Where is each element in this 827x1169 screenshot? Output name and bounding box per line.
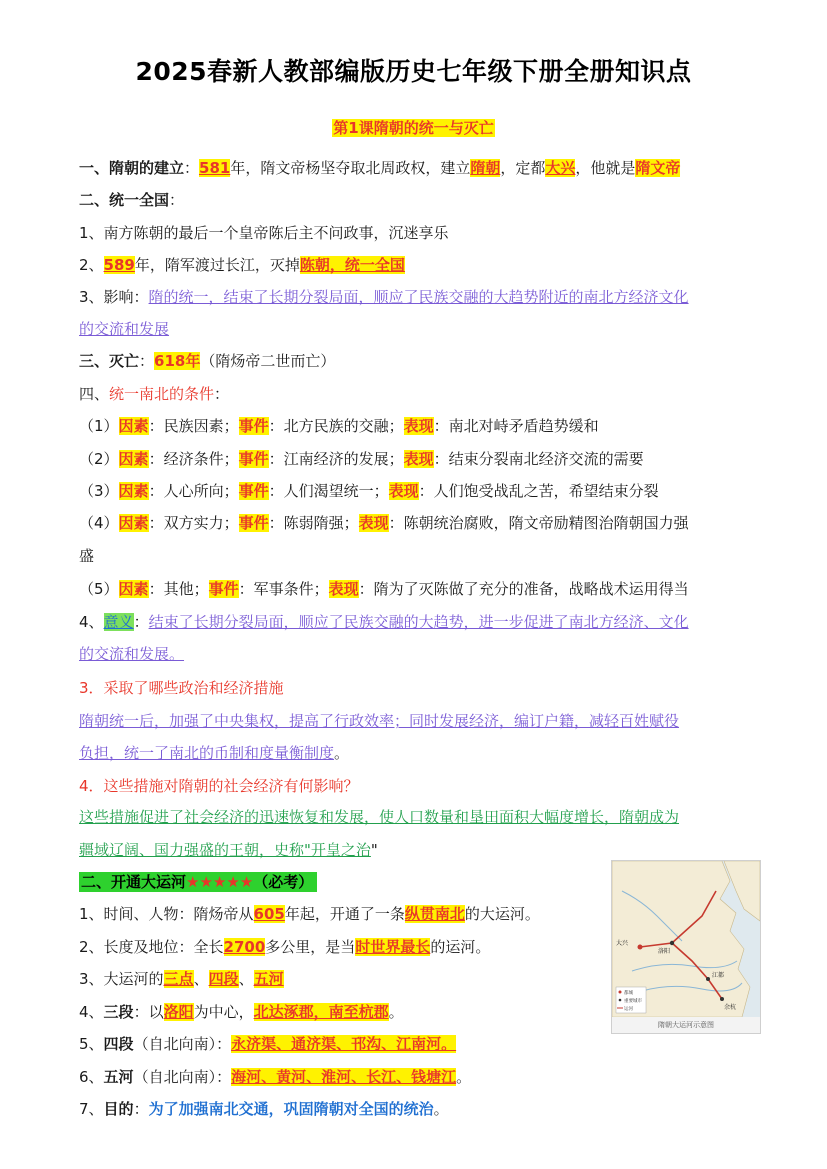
map-illustration [612, 861, 760, 1017]
question-3-title: 3．采取了哪些政治和经济措施 [79, 679, 284, 697]
map-legend-label: 运河 [624, 1007, 633, 1012]
map-legend-label: 重要城市 [624, 999, 642, 1004]
question-4-answer: 这些措施促进了社会经济的迅速恢复和发展，使人口数量和垦田面积大幅度增长，隋朝成为 [79, 808, 680, 826]
condition-row: （4）因素：双方实力；事件：陈弱隋强；表现：陈朝统治腐败，隋文帝励精图治隋朝国力强 [79, 514, 689, 532]
condition-row-wrap: 盛 [79, 547, 95, 565]
map-label: 江都 [712, 972, 725, 979]
meaning-row-cont: 的交流和发展。 [79, 645, 185, 663]
canal-item-7: 7、目的：为了加强南北交通，巩固隋朝对全国的统治。 [79, 1100, 449, 1118]
lesson-title: 第1课隋朝的统一与灭亡 [333, 119, 494, 137]
unify-item-2: 2、589年，隋军渡过长江，灭掉陈朝，统一全国 [79, 256, 405, 274]
section-unify-heading: 二、统一全国： [79, 191, 185, 209]
condition-row: （2）因素：经济条件；事件：江南经济的发展；表现：结束分裂南北经济交流的需要 [79, 450, 644, 468]
section-canal-heading: 二、开通大运河★★★★★（必考） [79, 871, 317, 893]
map-label: 大兴 [616, 940, 629, 947]
canal-item-2: 2、长度及地位：全长2700多公里，是当时世界最长的运河。 [79, 938, 491, 956]
unify-item-1: 1、南方陈朝的最后一个皇帝陈后主不问政事，沉迷享乐 [79, 224, 449, 242]
question-4-answer-cont: 疆域辽阔、国力强盛的王朝，史称"开皇之治" [79, 841, 378, 859]
unify-item-3: 3、影响：隋的统一，结束了长期分裂局面，顺应了民族交融的大趋势附近的南北方经济文化 [79, 288, 689, 306]
grand-canal-map [611, 860, 761, 1034]
canal-item-4: 4、三段：以洛阳为中心，北达涿郡，南至杭郡。 [79, 1003, 404, 1021]
map-label: 洛阳 [658, 948, 671, 955]
page-title: 2025春新人教部编版历史七年级下册全册知识点 [135, 57, 692, 86]
canal-item-1: 1、时间、人物：隋炀帝从605年起，开通了一条纵贯南北的大运河。 [79, 905, 540, 923]
canal-item-5: 5、四段（自北向南）：永济渠、通济渠、邗沟、江南河。 [79, 1035, 457, 1053]
section-fall: 三、灭亡：618年（隋炀帝二世而亡） [79, 352, 336, 370]
canal-item-3: 3、大运河的三点、四段、五河 [79, 970, 284, 988]
question-3-answer-cont: 负担，统一了南北的币制和度量衡制度。 [79, 744, 350, 762]
condition-row: （3）因素：人心所向；事件：人们渴望统一；表现：人们饱受战乱之苦，希望结束分裂 [79, 482, 659, 500]
star-rating-icon: ★★★★★ [186, 873, 254, 891]
map-caption: 隋朝大运河示意图 [612, 1017, 760, 1033]
question-4-title: 4．这些措施对隋朝的社会经济有何影响？ [79, 777, 359, 795]
unify-item-3-cont: 的交流和发展 [79, 320, 170, 338]
condition-row: （1）因素：民族因素；事件：北方民族的交融；表现：南北对峙矛盾趋势缓和 [79, 417, 599, 435]
section-conditions-heading: 四、统一南北的条件： [79, 385, 230, 403]
meaning-row: 4、意义：结束了长期分裂局面，顺应了民族交融的大趋势，进一步促进了南北方经济、文化 [79, 613, 689, 631]
condition-row: （5）因素：其他；事件：军事条件；表现：隋为了灭陈做了充分的准备，战略战术运用得当 [79, 580, 689, 598]
section-founding: 一、隋朝的建立：581年，隋文帝杨坚夺取北周政权，建立隋朝，定都大兴，他就是隋文帝 [79, 159, 681, 177]
map-label: 余杭 [724, 1004, 737, 1011]
question-3-answer: 隋朝统一后，加强了中央集权，提高了行政效率；同时发展经济，编订户籍，减轻百姓赋役 [79, 712, 680, 730]
canal-item-6: 6、五河（自北向南）：海河、黄河、淮河、长江、钱塘江。 [79, 1068, 472, 1086]
map-legend-label: 都城 [624, 991, 633, 996]
